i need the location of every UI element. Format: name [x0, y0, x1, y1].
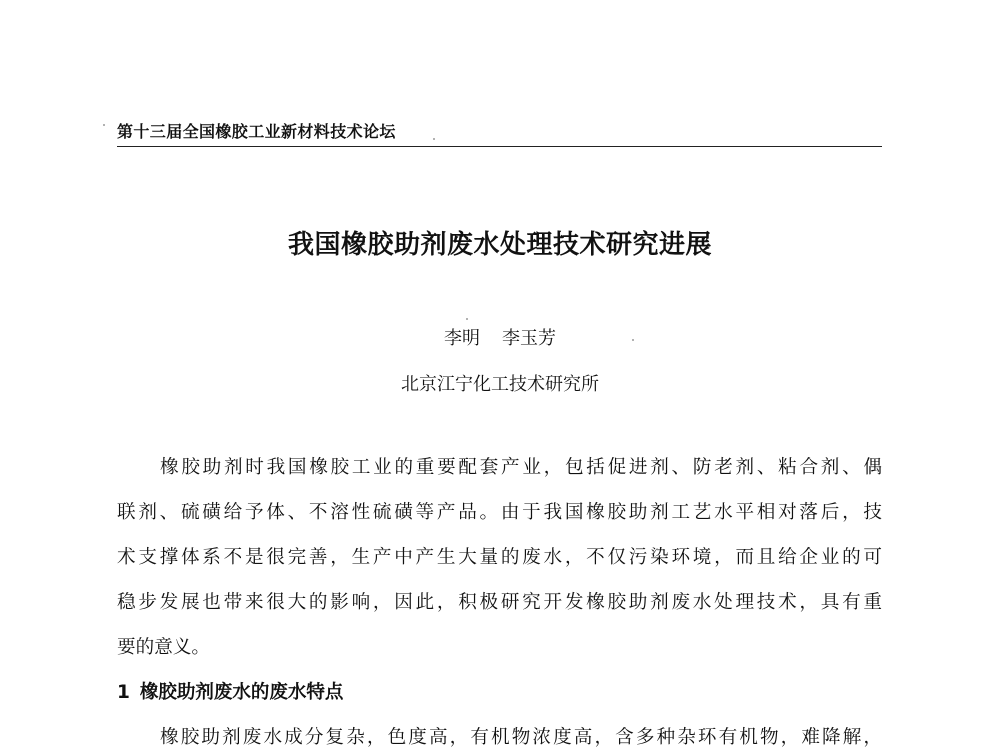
paragraph-line: 稳步发展也带来很大的影响，因此，积极研究开发橡胶助剂废水处理技术，具有重 [117, 592, 882, 613]
paragraph-line: 橡胶助剂废水成分复杂，色度高，有机物浓度高，含多种杂环有机物，难降解， [160, 727, 882, 748]
author-list [0, 324, 1000, 350]
section-heading [117, 678, 343, 704]
affiliation: 北京江宁化工技术研究所 [401, 374, 599, 395]
paragraph-line: 术支撑体系不是很完善，生产中产生大量的废水，不仅污染环境，而且给企业的可 [117, 547, 882, 568]
section-number: 1 [117, 682, 130, 703]
paragraph-line: 联剂、硫磺给予体、不溶性硫磺等产品。由于我国橡胶助剂工艺水平相对落后，技 [117, 502, 882, 523]
author-name: 李玉芳 [502, 328, 556, 349]
section-title: 橡胶助剂废水的废水特点 [139, 682, 344, 703]
scan-speck [103, 124, 105, 126]
scan-speck [466, 318, 468, 320]
running-header-text: 第十三届全国橡胶工业新材料技术论坛 [117, 122, 396, 141]
scan-speck [632, 339, 634, 341]
scan-speck [433, 138, 435, 140]
running-header [117, 118, 882, 147]
paragraph-line: 橡胶助剂时我国橡胶工业的重要配套产业，包括促进剂、防老剂、粘合剂、偶 [160, 457, 882, 478]
paragraph-line: 要的意义。 [117, 637, 210, 658]
author-name: 李明 [444, 328, 480, 349]
paper-title: 我国橡胶助剂废水处理技术研究进展 [287, 230, 712, 260]
